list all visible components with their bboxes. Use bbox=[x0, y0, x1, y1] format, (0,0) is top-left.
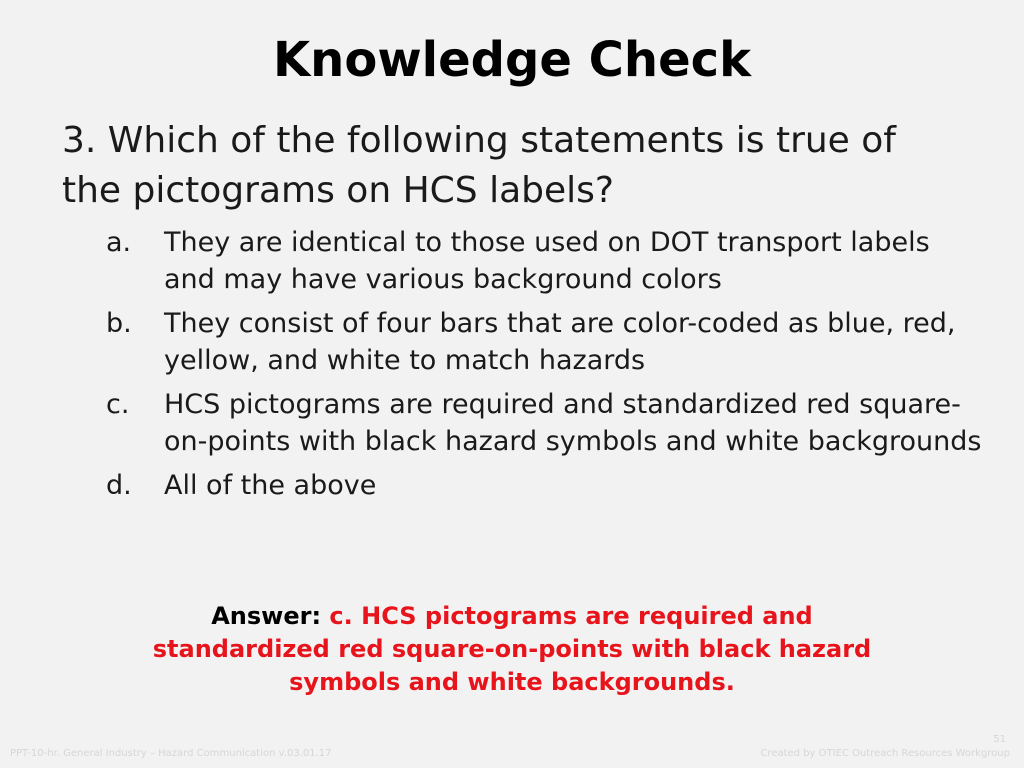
footer-course-info: PPT-10-hr. General Industry – Hazard Communication v.03.01.17 bbox=[10, 748, 332, 759]
option-letter: d. bbox=[106, 470, 132, 501]
answer-separator: : bbox=[311, 602, 330, 630]
answer-text: c. HCS pictograms are required and standardized red square-on-points with black hazard symbols and white backgrounds. bbox=[152, 602, 872, 696]
slide-title: Knowledge Check bbox=[272, 32, 751, 88]
option-d bbox=[106, 467, 986, 504]
page-number: 51 bbox=[993, 734, 1006, 745]
option-a bbox=[106, 224, 986, 298]
option-text: They consist of four bars that are color-coded as blue, red, yellow, and white to match hazards bbox=[164, 308, 956, 376]
option-letter: c. bbox=[106, 389, 130, 420]
option-text: All of the above bbox=[164, 470, 377, 501]
question-text: 3. Which of the following statements is true of the pictograms on HCS labels? bbox=[62, 120, 896, 211]
option-letter: b. bbox=[106, 308, 132, 339]
footer-credit: Created by OTIEC Outreach Resources Workgroup bbox=[760, 748, 1010, 759]
answer-label: Answer bbox=[211, 602, 312, 630]
answer-options-list bbox=[106, 224, 986, 511]
option-c bbox=[106, 386, 986, 460]
option-letter: a. bbox=[106, 227, 132, 258]
option-b bbox=[106, 305, 986, 379]
answer-block bbox=[140, 600, 884, 699]
option-text: HCS pictograms are required and standardized red square-on-points with black hazard symbols and white backgrounds bbox=[164, 389, 982, 457]
option-text: They are identical to those used on DOT transport labels and may have various background colors bbox=[164, 227, 930, 295]
